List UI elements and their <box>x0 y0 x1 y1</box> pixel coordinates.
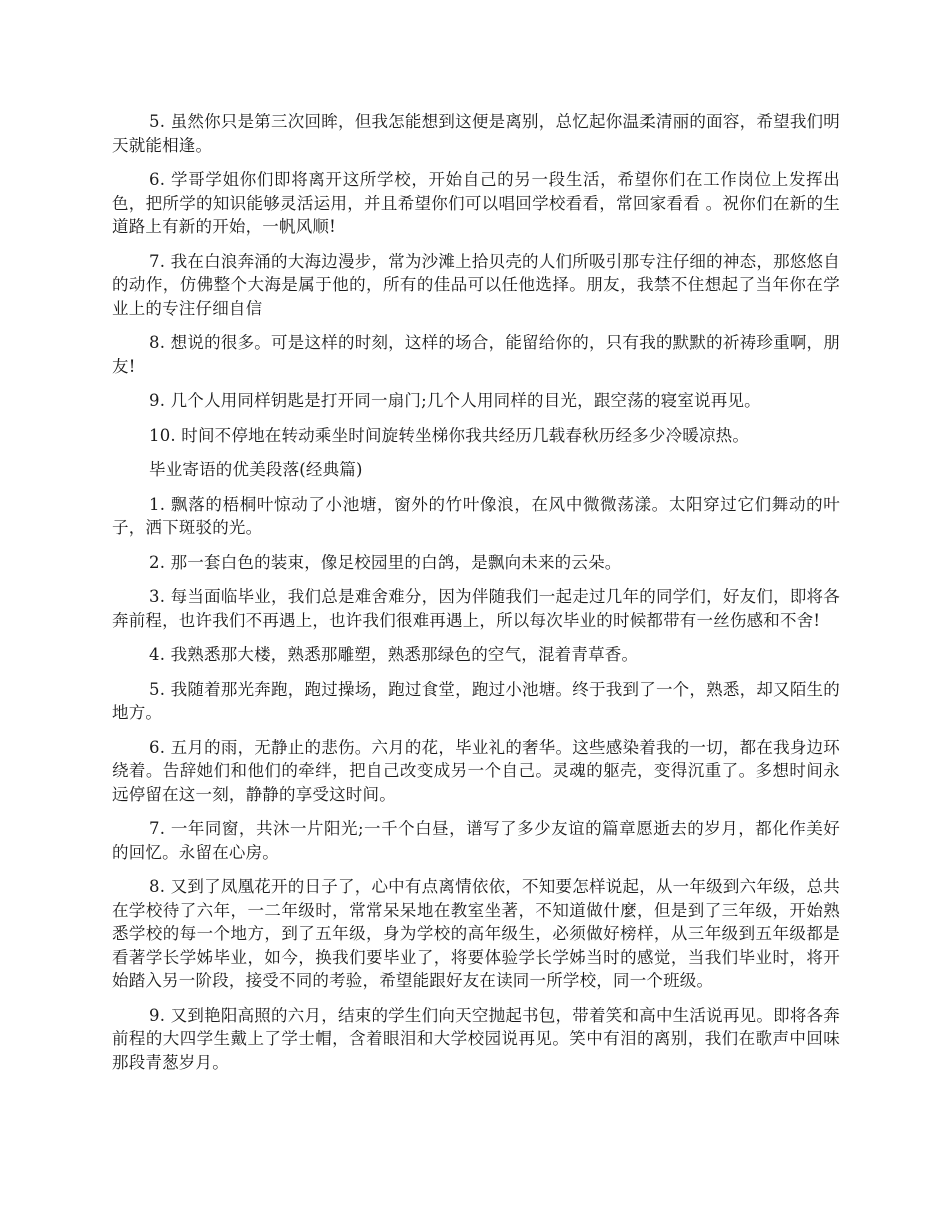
paragraph: 10. 时间不停地在转动乘坐时间旋转坐梯你我共经历几载春秋历经多少冷暖凉热。 <box>149 425 750 445</box>
paragraph: 7. 一年同窗，共沐一片阳光;一千个白昼，谱写了多少友谊的篇章愿逝去的岁月，都化作美好的回忆。永留在心房。 <box>112 819 840 862</box>
paragraph: 9. 几个人用同样钥匙是打开同一扇门;几个人用同样的目光，跟空荡的寝室说再见。 <box>149 391 761 410</box>
paragraph: 6. 学哥学姐你们即将离开这所学校，开始自己的另一段生活，希望你们在工作岗位上发挥出色，把所学的知识能够灵活运用，并且希望你们可以唱回学校看看，常回家看看 。祝你们在新的生道路上有新的开始，一帆风顺! <box>112 170 840 236</box>
paragraph: 8. 想说的很多。可是这样的时刻，这样的场合，能留给你的，只有我的默默的祈祷珍重啊，朋友! <box>112 333 840 376</box>
document-body <box>112 110 840 1085</box>
paragraph: 3. 每当面临毕业，我们总是难舍难分，因为伴随我们一起走过几年的同学们，好友们，即将各奔前程，也许我们不再遇上，也许我们很难再遇上，所以每次毕业的时候都带有一丝伤感和不舍! <box>112 587 840 630</box>
paragraph: 2. 那一套白色的装束，像足校园里的白鸽，是飘向未来的云朵。 <box>149 552 622 572</box>
paragraph: 9. 又到艳阳高照的六月，结束的学生们向天空抛起书包，带着笑和高中生活说再见。即将各奔前程的大四学生戴上了学士帽，含着眼泪和大学校园说再见。笑中有泪的离别，我们在歌声中回味那段青葱岁月。 <box>112 1005 840 1072</box>
section-heading: 毕业寄语的优美段落(经典篇) <box>149 460 363 479</box>
paragraph: 8. 又到了凤凰花开的日子了，心中有点离情依依，不知要怎样说起，从一年级到六年级，总共在学校待了六年，一二年级时，常常呆呆地在教室坐著，不知道做什麼，但是到了三年级，开始熟悉学校的每一个地方，到了五年级，身为学校的高年级生，必须做好榜样，从三年级到五年级都是看著学长学姊毕业，如今，换我们要毕业了，将要体验学长学姊当时的感觉，当我们毕业时，将开始踏入另一阶段，接受不同的考验，希望能跟好友在读同一所学校，同一个班级。 <box>112 877 840 990</box>
paragraph: 4. 我熟悉那大楼，熟悉那雕塑，熟悉那绿色的空气，混着青草香。 <box>149 645 639 664</box>
paragraph: 7. 我在白浪奔涌的大海边漫步，常为沙滩上拾贝壳的人们所吸引那专注仔细的神态，那悠悠自的动作，仿佛整个大海是属于他的，所有的佳品可以任他选择。朋友，我禁不住想起了当年你在学业上的专注仔细自信 <box>112 251 840 318</box>
paragraph: 5. 我随着那光奔跑，跑过操场，跑过食堂，跑过小池塘。终于我到了一个，熟悉，却又陌生的地方。 <box>112 679 840 722</box>
paragraph: 5. 虽然你只是第三次回眸，但我怎能想到这便是离别，总忆起你温柔清丽的面容，希望我们明天就能相逢。 <box>112 112 840 155</box>
paragraph: 6. 五月的雨，无静止的悲伤。六月的花，毕业礼的奢华。这些感染着我的一切，都在我身边环绕着。告辞她们和他们的牵绊，把自己改变成另一个自己。灵魂的躯壳，变得沉重了。多想时间永远停留在这一刻，静静的享受这时间。 <box>112 737 840 804</box>
paragraph: 1. 飘落的梧桐叶惊动了小池塘，窗外的竹叶像浪，在风中微微荡漾。太阳穿过它们舞动的叶子，洒下斑驳的光。 <box>112 494 840 537</box>
